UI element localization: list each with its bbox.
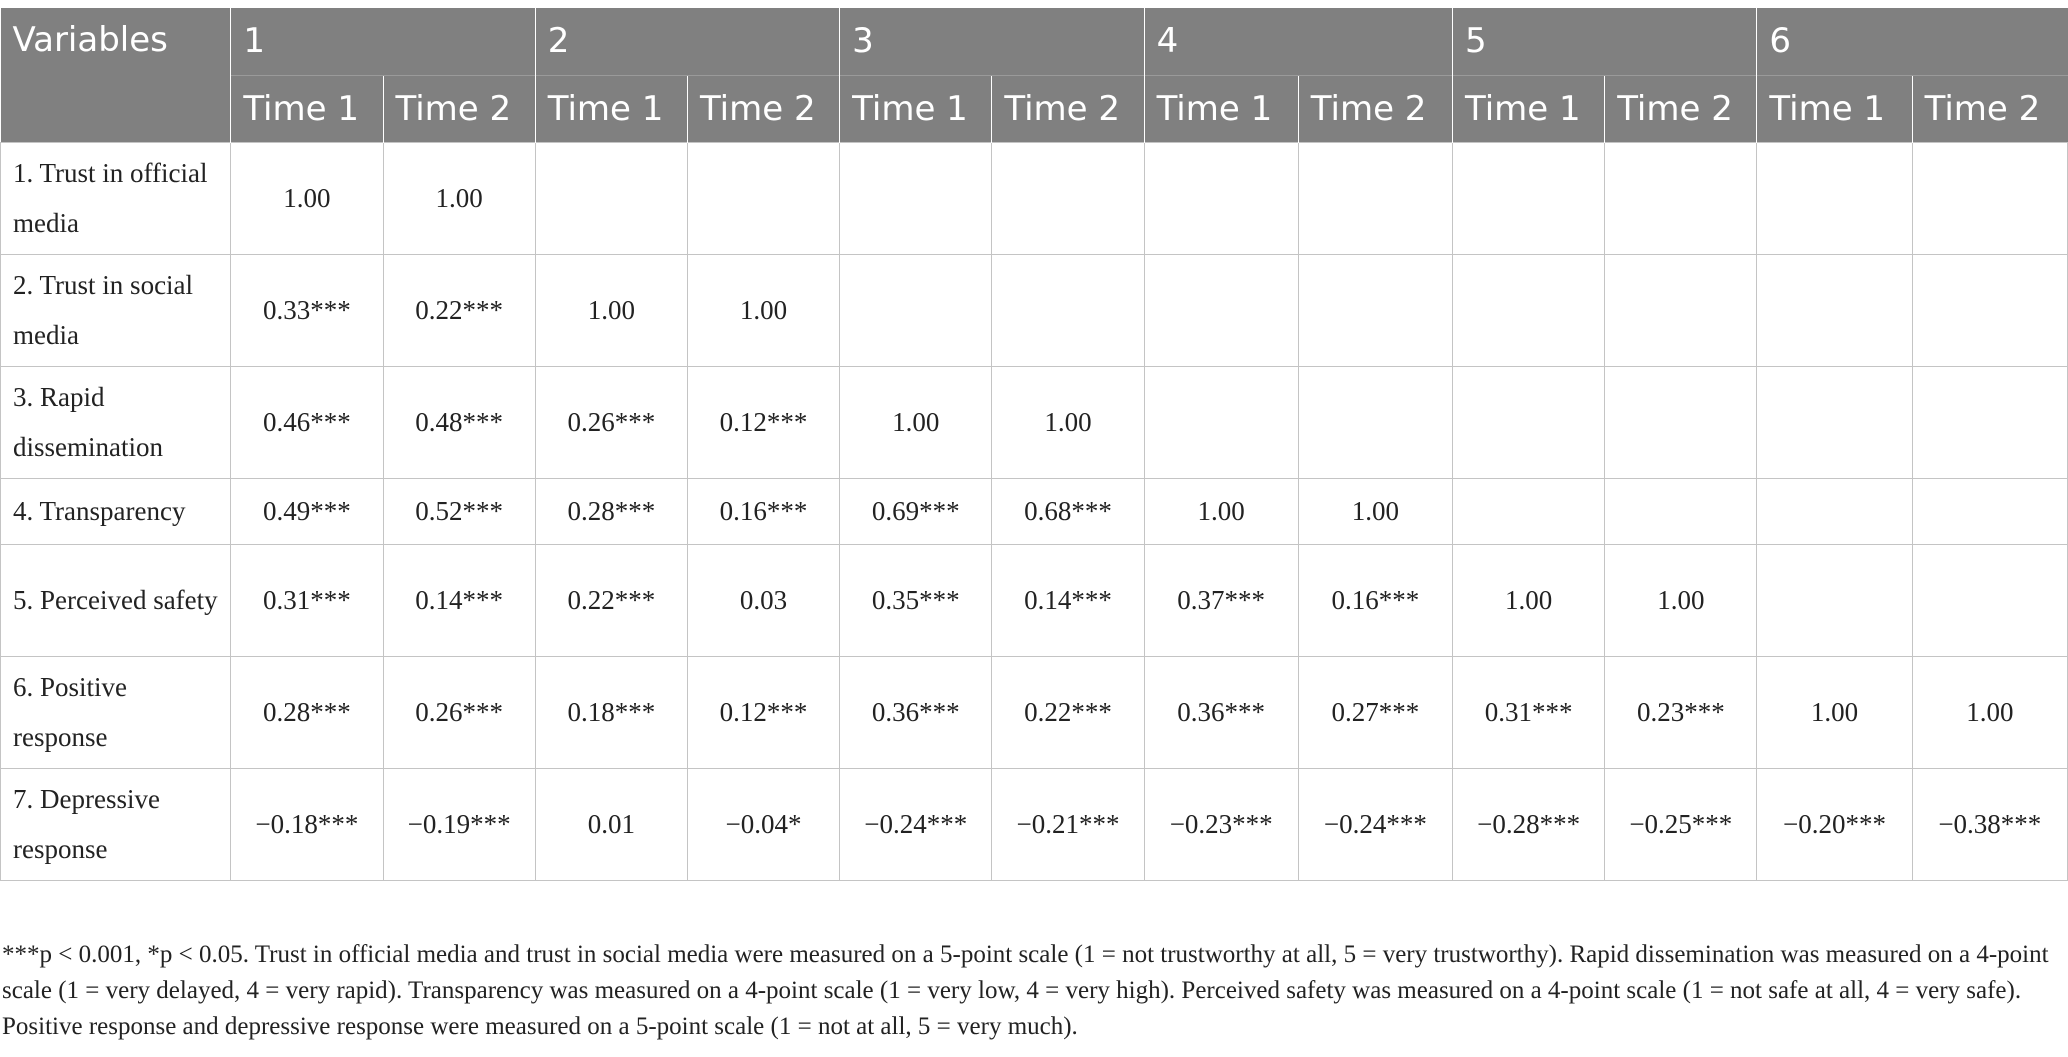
table-cell [1298, 254, 1452, 366]
table-row [1, 768, 2068, 880]
table-cell [1757, 254, 1912, 366]
table-cell: 0.36*** [840, 656, 992, 768]
table-cell [1144, 142, 1298, 254]
table-cell: 0.22*** [535, 544, 687, 656]
correlation-table [0, 8, 2068, 881]
table-cell: −0.21*** [992, 768, 1144, 880]
table-cell [1453, 478, 1605, 544]
table-cell [687, 142, 839, 254]
footnote-text: ***p < 0.001, *p < 0.05. Trust in official media and trust in social media were measured on a 5-point scale (1 = not trustworthy at all, 5 = very trustworthy). Rapid dissemination was measured on a 4-point scale (1 = very delayed, 4 = very rapid). Transparency was measured on a 4-point scale (1 = very low, 4 = very high). Perceived safety was measured on a 4-point scale (1 = not safe at all, 4 = very safe). Positive response and depressive response were measured on a 5-point scale (1 = not at all, 5 = very much). [2, 941, 2049, 1040]
table-cell: 1.00 [1912, 656, 2067, 768]
table-cell [1912, 544, 2067, 656]
table-cell: 0.12*** [687, 366, 839, 478]
table-cell: 1.00 [687, 254, 839, 366]
table-row [1, 254, 2068, 366]
header-time: Time 1 [231, 75, 383, 142]
table-cell: 1.00 [1605, 544, 1757, 656]
header-row-groups [1, 8, 2068, 75]
table-cell: 0.01 [535, 768, 687, 880]
table-cell: 1.00 [1757, 656, 1912, 768]
row-label: 3. Rapid dissemination [1, 366, 231, 478]
table-cell [1453, 366, 1605, 478]
row-label: 5. Perceived safety [1, 544, 231, 656]
correlation-table-container [0, 8, 2068, 881]
table-cell: 0.31*** [1453, 656, 1605, 768]
table-cell: −0.28*** [1453, 768, 1605, 880]
table-cell: −0.24*** [1298, 768, 1452, 880]
header-time: Time 2 [687, 75, 839, 142]
table-cell: 0.33*** [231, 254, 383, 366]
table-cell: 0.35*** [840, 544, 992, 656]
table-body [1, 142, 2068, 880]
table-cell: 0.27*** [1298, 656, 1452, 768]
table-cell: −0.19*** [383, 768, 535, 880]
row-label: 7. Depressive response [1, 768, 231, 880]
header-time: Time 2 [1605, 75, 1757, 142]
header-group: 4 [1144, 8, 1452, 75]
table-cell [1605, 142, 1757, 254]
header-group: 6 [1757, 8, 2068, 75]
table-cell [535, 142, 687, 254]
table-cell: 1.00 [840, 366, 992, 478]
table-cell: 0.16*** [1298, 544, 1452, 656]
header-time: Time 2 [383, 75, 535, 142]
table-cell: 0.23*** [1605, 656, 1757, 768]
table-cell [1298, 366, 1452, 478]
table-row [1, 656, 2068, 768]
table-cell: −0.23*** [1144, 768, 1298, 880]
table-cell: 0.16*** [687, 478, 839, 544]
table-cell: −0.38*** [1912, 768, 2067, 880]
table-row [1, 142, 2068, 254]
row-label: 1. Trust in official media [1, 142, 231, 254]
table-row [1, 478, 2068, 544]
table-cell [1912, 366, 2067, 478]
table-cell [1757, 366, 1912, 478]
table-cell [1912, 478, 2067, 544]
table-footnote [2, 937, 2062, 1045]
table-cell: 0.18*** [535, 656, 687, 768]
table-cell: 0.37*** [1144, 544, 1298, 656]
table-cell [840, 254, 992, 366]
header-group: 3 [840, 8, 1144, 75]
table-cell [1605, 478, 1757, 544]
row-label: 2. Trust in social media [1, 254, 231, 366]
table-cell: 0.69*** [840, 478, 992, 544]
table-cell [1605, 366, 1757, 478]
header-time: Time 1 [1757, 75, 1912, 142]
header-row-times [1, 75, 2068, 142]
table-cell: 0.14*** [383, 544, 535, 656]
table-cell [1605, 254, 1757, 366]
header-time: Time 2 [1912, 75, 2067, 142]
table-cell: 0.68*** [992, 478, 1144, 544]
table-row [1, 366, 2068, 478]
table-cell: 1.00 [231, 142, 383, 254]
header-group: 2 [535, 8, 839, 75]
table-cell: −0.25*** [1605, 768, 1757, 880]
table-cell: 0.48*** [383, 366, 535, 478]
table-cell: −0.04* [687, 768, 839, 880]
table-cell: −0.20*** [1757, 768, 1912, 880]
table-cell: 1.00 [992, 366, 1144, 478]
table-cell: 0.28*** [535, 478, 687, 544]
table-row [1, 544, 2068, 656]
table-cell: 0.14*** [992, 544, 1144, 656]
table-cell [1453, 142, 1605, 254]
row-label: 6. Positive response [1, 656, 231, 768]
table-cell [1912, 254, 2067, 366]
table-cell: 0.46*** [231, 366, 383, 478]
table-cell: 0.22*** [992, 656, 1144, 768]
header-time: Time 1 [1453, 75, 1605, 142]
header-time: Time 1 [1144, 75, 1298, 142]
table-cell [1453, 254, 1605, 366]
table-cell [1144, 254, 1298, 366]
table-cell [992, 142, 1144, 254]
table-header [1, 8, 2068, 142]
table-cell: 0.49*** [231, 478, 383, 544]
table-cell [1912, 142, 2067, 254]
header-group: 5 [1453, 8, 1757, 75]
table-cell: 1.00 [1144, 478, 1298, 544]
table-cell: 0.28*** [231, 656, 383, 768]
header-variables: Variables [1, 8, 231, 142]
table-cell: 1.00 [383, 142, 535, 254]
table-cell: 1.00 [1298, 478, 1452, 544]
table-cell: −0.18*** [231, 768, 383, 880]
table-cell [1298, 142, 1452, 254]
table-cell: 0.22*** [383, 254, 535, 366]
header-time: Time 1 [535, 75, 687, 142]
table-cell: 0.31*** [231, 544, 383, 656]
header-time: Time 2 [992, 75, 1144, 142]
row-label: 4. Transparency [1, 478, 231, 544]
table-cell [1757, 478, 1912, 544]
table-cell [1144, 366, 1298, 478]
table-cell: 0.26*** [535, 366, 687, 478]
table-cell [840, 142, 992, 254]
table-cell: 1.00 [1453, 544, 1605, 656]
table-cell: 1.00 [535, 254, 687, 366]
table-cell [1757, 544, 1912, 656]
table-cell: 0.36*** [1144, 656, 1298, 768]
header-group: 1 [231, 8, 535, 75]
table-cell: 0.12*** [687, 656, 839, 768]
header-time: Time 1 [840, 75, 992, 142]
table-cell: 0.26*** [383, 656, 535, 768]
table-cell [992, 254, 1144, 366]
header-time: Time 2 [1298, 75, 1452, 142]
table-cell: 0.03 [687, 544, 839, 656]
table-cell [1757, 142, 1912, 254]
table-cell: −0.24*** [840, 768, 992, 880]
table-cell: 0.52*** [383, 478, 535, 544]
